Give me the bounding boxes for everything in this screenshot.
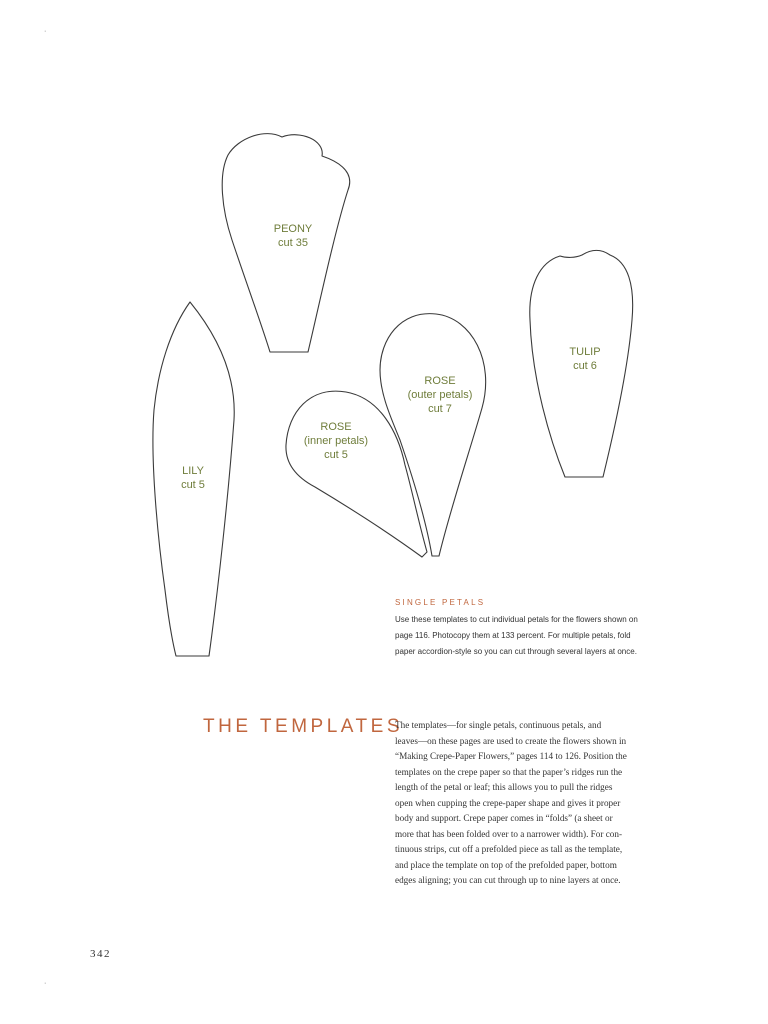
rose-outer-label [400, 374, 480, 416]
rose-inner-name: ROSE [320, 421, 352, 433]
body-line: The templates—for single petals, continuous petals, and [395, 720, 602, 730]
peony-name: PEONY [273, 223, 313, 235]
body-line: more that has been folded over to a narrower width). For con- [395, 828, 623, 839]
rose-inner-label [296, 420, 376, 462]
rose-outer-detail: (outer petals) [407, 389, 473, 401]
rose-inner-petal-outline [286, 391, 427, 557]
crop-mark-top: · [44, 28, 47, 35]
caption-line: Use these templates to cut individual petals for the flowers shown on [395, 615, 638, 624]
rose-outer-cut: cut 7 [428, 403, 452, 415]
tulip-name: TULIP [569, 346, 601, 358]
page-number: 342 [90, 948, 111, 960]
peony-cut: cut 35 [278, 237, 308, 249]
lily-cut: cut 5 [181, 479, 205, 491]
body-line: and place the template on top of the prefolded paper, bottom [395, 859, 617, 870]
tulip-label [550, 345, 620, 373]
rose-inner-cut: cut 5 [324, 449, 348, 461]
body-line: body and support. Crepe paper comes in “folds” (a sheet or [395, 813, 613, 823]
caption-line: page 116. Photocopy them at 133 percent. For multiple petals, fold [395, 631, 631, 640]
peony-label [258, 222, 328, 250]
body-line: leaves—on these pages are used to create the flowers shown in [395, 735, 627, 746]
crop-mark-bottom: · [44, 980, 47, 987]
caption-line: paper accordion-style so you can cut through several layers at once. [395, 647, 637, 656]
caption-body [395, 612, 655, 660]
lily-name: LILY [182, 465, 204, 477]
body-line: templates on the crepe paper so that the paper’s ridges run the [395, 766, 623, 777]
tulip-cut: cut 6 [573, 360, 597, 372]
rose-outer-name: ROSE [424, 375, 456, 387]
rose-inner-detail: (inner petals) [303, 435, 369, 447]
section-title: THE TEMPLATES [203, 716, 403, 737]
lily-label [163, 464, 223, 492]
body-line: edges aligning; you can cut through up to nine layers at once. [395, 875, 621, 885]
rose-outer-petal-outline [380, 314, 486, 556]
section-body [395, 718, 655, 889]
caption-heading: SINGLE PETALS [395, 598, 486, 607]
body-line: length of the petal or leaf; this allows you to pull the ridges [395, 782, 613, 792]
body-line: open when cupping the crepe-paper shape and gives it proper [395, 797, 621, 808]
body-line: “Making Crepe-Paper Flowers,” pages 114 to 126. Position the [395, 751, 627, 761]
body-line: tinuous strips, cut off a prefolded piece as tall as the template, [395, 844, 623, 854]
